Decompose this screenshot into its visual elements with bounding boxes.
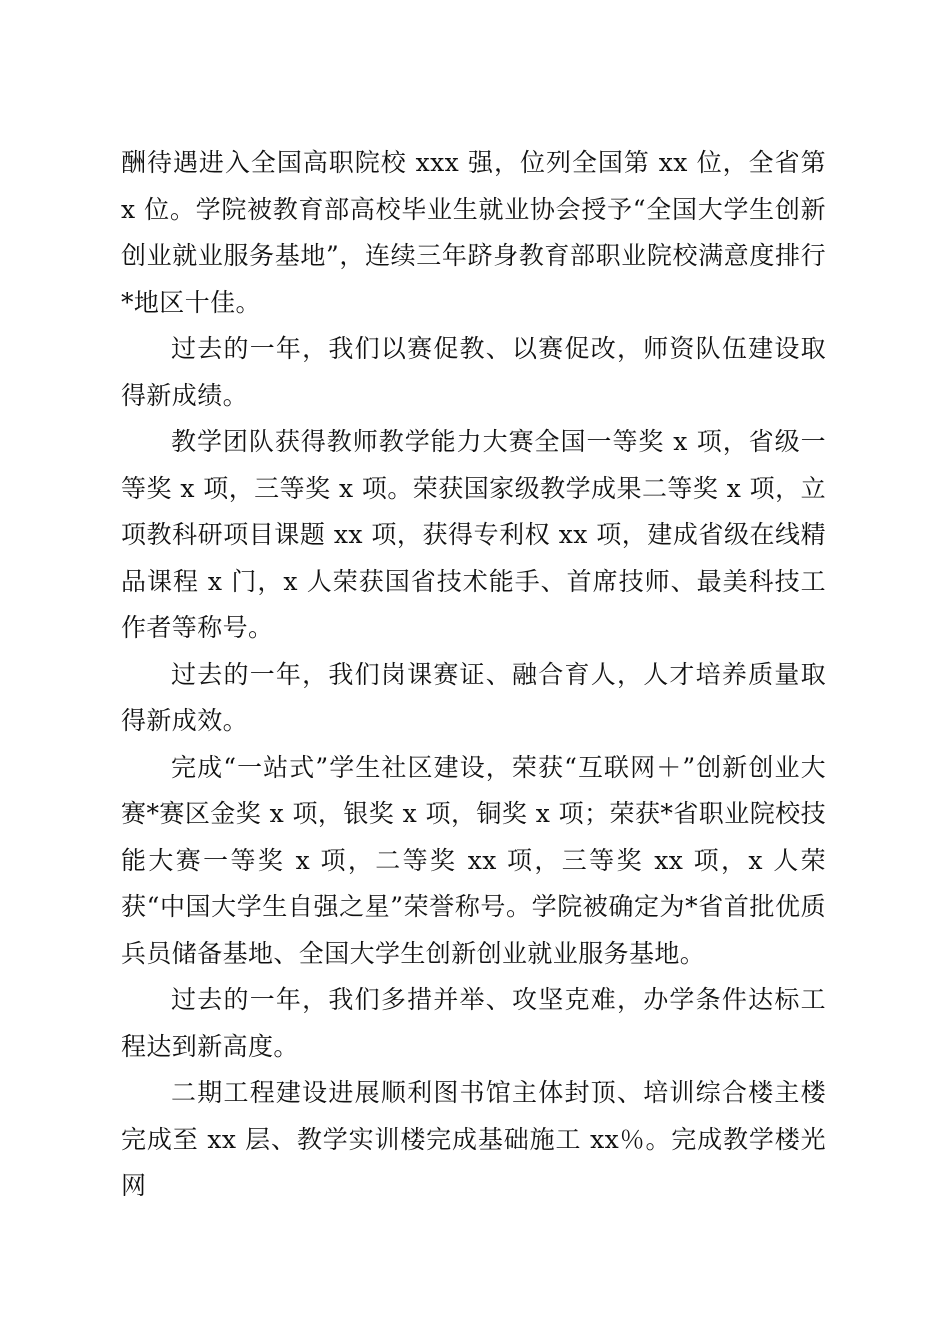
paragraph-facilities-heading: 过去的一年，我们多措并举、攻坚克难，办学条件达标工程达到新高度。 (121, 985, 826, 1061)
paragraph-facilities-progress: 二期工程建设进展顺利图书馆主体封顶、培训综合楼主楼完成至 xx 层、教学实训楼完成基础施工 xx％。完成教学楼光网 (121, 1078, 826, 1200)
paragraph-talent-cultivation-achievements: 完成“一站式”学生社区建设，荣获“互联网＋”创新创业大赛*赛区金奖 x 项，银奖 x 项，铜奖 x 项；荣获*省职业院校技能大赛一等奖 x 项，二等奖 xx 项，三等奖 xx 项，x 人荣获“中国大学生自强之星”荣誉称号。学院被确定为*省首批优质兵员储备基地、全国大学生创新创业就业服务基地。 (121, 752, 826, 968)
paragraph-teacher-team-achievements: 教学团队获得教师教学能力大赛全国一等奖 x 项，省级一等奖 x 项，三等奖 x 项。荣获国家级教学成果二等奖 x 项，立项教科研项目课题 xx 项，获得专利权 xx 项，建成省级在线精品课程 x 门，x 人荣获国省技术能手、首席技师、最美科技工作者等称号。 (121, 427, 826, 642)
paragraph-continuation: 酬待遇进入全国高职院校 xxx 强，位列全国第 xx 位，全省第 x 位。学院被教育部高校毕业生就业协会授予“全国大学生创新创业就业服务基地”，连续三年跻身教育部职业院校满意度排行*地区十佳。 (121, 148, 826, 317)
document-body (121, 140, 826, 1210)
paragraph-teacher-team-heading: 过去的一年，我们以赛促教、以赛促改，师资队伍建设取得新成绩。 (121, 334, 826, 410)
paragraph-talent-cultivation-heading: 过去的一年，我们岗课赛证、融合育人，人才培养质量取得新成效。 (121, 659, 826, 735)
